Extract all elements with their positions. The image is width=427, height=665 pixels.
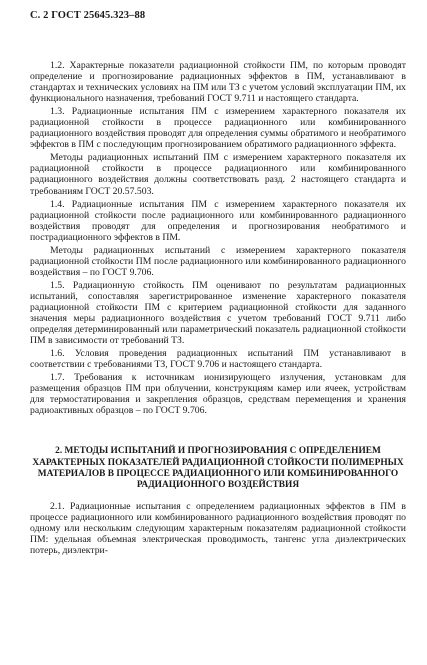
paragraph: Методы радиационных испытаний с измерением характерного показателя радиационной стойкости ПМ после радиационного или комбинированного радиационного воздействия – по ГОСТ 9.706. bbox=[30, 244, 406, 278]
paragraph: Методы радиационных испытаний ПМ с измерением характерного показателя их радиационной стойкости в процессе радиационного или комбинированного радиационного воздействия должны соответствовать разд. 2 настоящего стандарта и требованиям ГОСТ 20.57.503. bbox=[30, 152, 406, 197]
paragraph: 1.5. Радиационную стойкость ПМ оценивают по результатам радиационных испытаний, сопоставляя зарегистрированное изменение характерного показателя радиационной стойкости ПМ с критерием радиационной стойкости для заданного значения меры радиационного воздействия с учетом требований ГОСТ 9.711 либо определяя детерминированный или параметрический показатель радиационной стойкости ПМ в зависимости от требований ТЗ. bbox=[30, 279, 406, 347]
paragraph: 1.4. Радиационные испытания ПМ с измерением характерного показателя их радиационной стойкости после радиационного или комбинированного радиационного воздействия проводят для определения и прогнозирования необратимого и пострадиационного эффектов в ПМ. bbox=[30, 198, 406, 243]
page-header: С. 2 ГОСТ 25645.323–88 bbox=[30, 10, 146, 21]
paragraph: 2.1. Радиационные испытания с определением радиационных эффектов в ПМ в процессе радиационного или комбинированного радиационного воздействия проводят по одному или нескольким следующим характерным показателям радиационной стойкости ПМ: удельная объемная электрическая проводимость, тангенс угла диэлектрических потерь, диэлектри- bbox=[30, 501, 406, 557]
paragraph: 1.6. Условия проведения радиационных испытаний ПМ устанавливают в соответствии с требованиями ТЗ, ГОСТ 9.706 и настоящего стандарта. bbox=[30, 348, 406, 371]
document-body bbox=[30, 60, 406, 559]
paragraph: 1.2. Характерные показатели радиационной стойкости ПМ, по которым проводят определение и прогнозирование радиационных эффектов в ПМ, устанавливают в стандартах и технических условиях на ПМ или ТЗ с учетом условий эксплуатации ПМ, их функционального назначения, требований ГОСТ 9.711 и настоящего стандарта. bbox=[30, 60, 406, 105]
paragraph: 1.3. Радиационные испытания ПМ с измерением характерного показателя их радиационной стойкости в процессе радиационного или комбинированного радиационного воздействия проводят для определения суммы обратимого и необратимого эффектов в ПМ с последующим прогнозированием обратимого радиационного эффекта. bbox=[30, 106, 406, 151]
section-heading: 2. МЕТОДЫ ИСПЫТАНИЙ И ПРОГНОЗИРОВАНИЯ С ОПРЕДЕЛЕНИЕМ ХАРАКТЕРНЫХ ПОКАЗАТЕЛЕЙ РАДИАЦИОННОЙ СТОЙКОСТИ ПОЛИМЕРНЫХ МАТЕРИАЛОВ В ПРОЦЕССЕ РАДИАЦИОННОГО ИЛИ КОМБИНИРОВАННОГО РАДИАЦИОННОГО ВОЗДЕЙСТВИЯ bbox=[32, 446, 404, 491]
paragraph: 1.7. Требования к источникам ионизирующего излучения, установкам для размещения образцов ПМ при облучении, конструкциям камер или ячеек, устройствам для термостатирования и закрепления образцов, средствам перемещения и хранения радиоактивных образцов – по ГОСТ 9.706. bbox=[30, 372, 406, 417]
